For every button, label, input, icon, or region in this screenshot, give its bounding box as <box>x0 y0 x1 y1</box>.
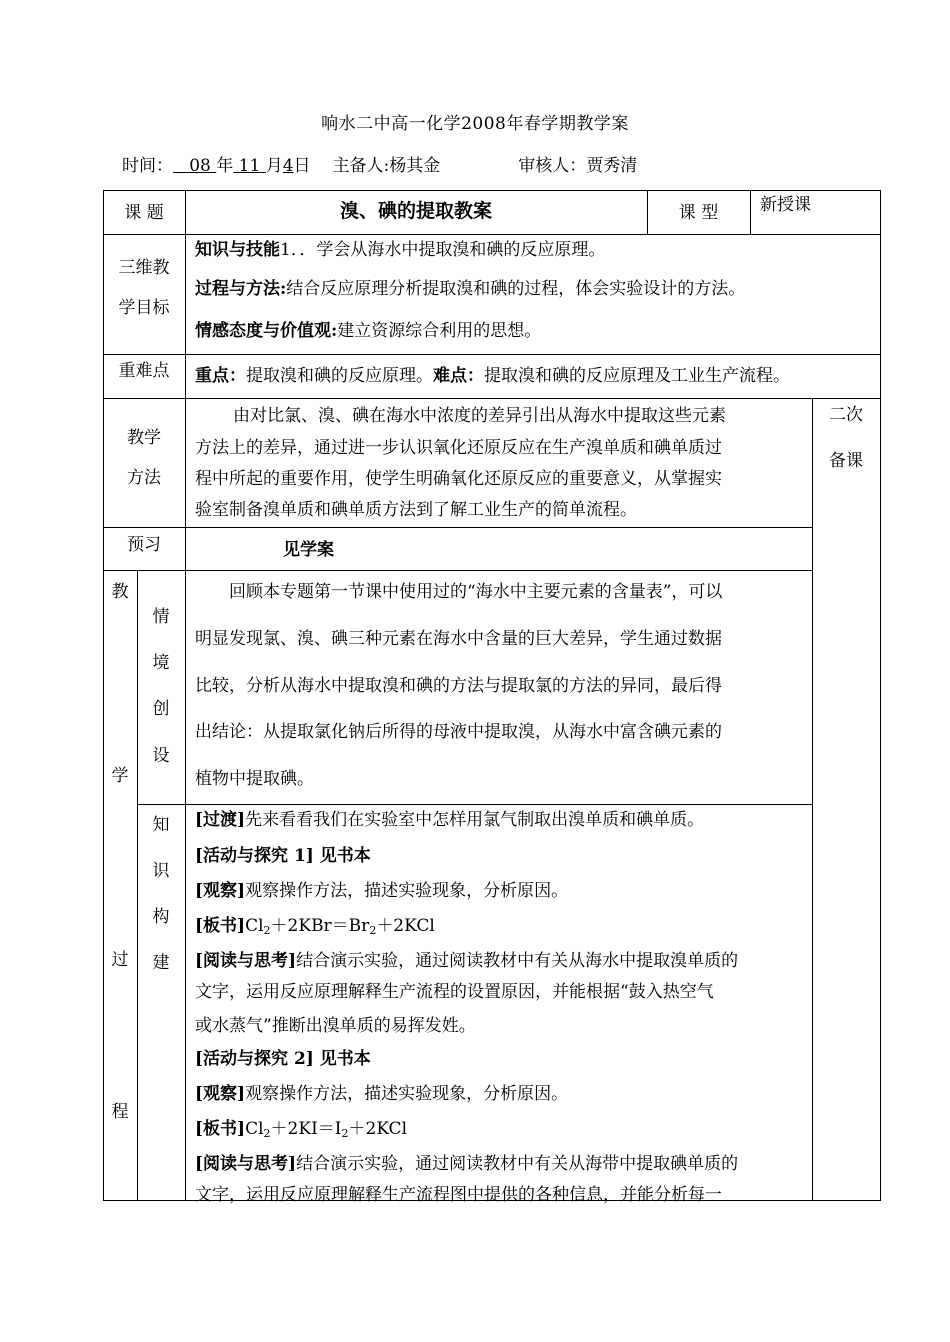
method-label-line1: 教学 <box>127 428 161 448</box>
method-line-1: 由对比氯、溴、碘在海水中浓度的差异引出从海水中提取这些元素 <box>233 406 726 426</box>
topic-value: 溴、碘的提取教案 <box>339 200 492 222</box>
reviewer-label: 审核人： <box>518 156 587 176</box>
process-label-char-3: 过 <box>111 950 129 970</box>
method-label-line2: 方法 <box>127 468 161 488</box>
preparer-name: 杨其金 <box>389 156 441 176</box>
method-line-3: 程中所起的重要作用，使学生明确氧化还原反应的重要意义，从掌握实 <box>195 469 722 489</box>
year-value: 08 <box>189 156 211 176</box>
goal-attitude: 情感态度与价值观:建立资源综合利用的思想。 <box>195 321 542 341</box>
scenario-line-3: 比较，分析从海水中提取溴和碘的方法与提取氯的方法的异同，最后得 <box>195 676 722 696</box>
knowledge-label-char-2: 识 <box>152 861 170 881</box>
knowledge-label-char-1: 知 <box>152 815 170 835</box>
read-think-1-line-3: 或水蒸气”推断出溴单质的易挥发姓。 <box>195 1016 476 1036</box>
activity-1: [活动与探究 1] 见书本 <box>195 846 371 866</box>
second-prep-line1: 二次 <box>829 405 863 425</box>
topic-label: 课 题 <box>124 203 164 223</box>
year-unit: 年 <box>216 156 234 176</box>
method-line-2: 方法上的差异，通过进一步认识氧化还原反应在生产溴单质和碘单质过 <box>195 438 722 458</box>
knowledge-label-char-4: 建 <box>152 953 170 973</box>
month-unit: 月 <box>265 156 283 176</box>
key-points: 重点：提取溴和碘的反应原理。难点：提取溴和碘的反应原理及工业生产流程。 <box>195 366 790 386</box>
method-line-4: 验室制备溴单质和碘单质方法到了解工业生产的简单流程。 <box>195 500 637 520</box>
preview-label: 预习 <box>127 535 161 555</box>
scenario-line-5: 植物中提取碘。 <box>195 769 314 789</box>
second-prep-line2: 备课 <box>829 451 863 471</box>
read-think-1-line-2: 文字，运用反应原理解释生产流程的设置原因，并能根据“鼓入热空气 <box>195 982 714 1002</box>
document-title: 响水二中高一化学2008年春学期教学案 <box>321 114 629 134</box>
goals-label-line2: 学目标 <box>118 298 170 318</box>
scenario-line-1: 回顾本专题第一节课中使用过的“海水中主要元素的含量表”，可以 <box>229 582 723 602</box>
type-label: 课 型 <box>678 203 719 223</box>
process-label-char-1: 教 <box>111 582 129 602</box>
read-think-2-line-2: 文字，运用反应原理解释生产流程图中提供的各种信息，并能分析每一 <box>195 1185 722 1205</box>
key-label: 重难点 <box>118 361 170 381</box>
goals-label-line1: 三维教 <box>118 258 170 278</box>
scenario-line-4: 出结论：从提取氯化钠后所得的母液中提取溴，从海水中富含碘元素的 <box>195 722 722 742</box>
equation-1: [板书]$Cl_2+2KBr=Br_2+2KCl$ <box>195 916 435 937</box>
reviewer-name: 贾秀清 <box>586 156 638 176</box>
day-value: 4 <box>282 156 294 176</box>
equation-2: [板书]$Cl_2+2KI=I_2+2KCl$ <box>195 1119 408 1140</box>
observe-line-1: [观察]观察操作方法，描述实验现象，分析原因。 <box>195 881 569 901</box>
day-unit: 日 <box>293 156 311 176</box>
read-think-1-line-1: [阅读与思考]结合演示实验，通过阅读教材中有关从海水中提取溴单质的 <box>195 951 739 971</box>
month-value: 11 <box>238 156 261 176</box>
scenario-label-char-1: 情 <box>152 607 170 627</box>
meta-line <box>122 151 637 176</box>
activity-2: [活动与探究 2] 见书本 <box>195 1049 371 1069</box>
process-label-char-2: 学 <box>111 766 129 786</box>
goal-process: 过程与方法:结合反应原理分析提取溴和碘的过程，体会实验设计的方法。 <box>195 279 746 299</box>
preview-value: 见学案 <box>283 540 334 560</box>
preparer-label: 主备人: <box>332 156 390 176</box>
scenario-label-char-2: 境 <box>152 653 170 673</box>
observe-line-2: [观察]观察操作方法，描述实验现象，分析原因。 <box>195 1084 569 1104</box>
scenario-label-char-3: 创 <box>152 699 170 719</box>
process-label-char-4: 程 <box>111 1102 129 1122</box>
type-value: 新授课 <box>760 195 811 215</box>
goal-knowledge: 知识与技能1．．学会从海水中提取溴和碘的反应原理。 <box>195 240 606 260</box>
transition-line: [过渡]先来看看我们在实验室中怎样用氯气制取出溴单质和碘单质。 <box>195 810 705 830</box>
scenario-line-2: 明显发现氯、溴、碘三种元素在海水中含量的巨大差异，学生通过数据 <box>195 629 722 649</box>
time-label: 时间： <box>122 156 173 176</box>
read-think-2-line-1: [阅读与思考]结合演示实验，通过阅读教材中有关从海带中提取碘单质的 <box>195 1154 739 1174</box>
scenario-label-char-4: 设 <box>152 746 170 766</box>
knowledge-label-char-3: 构 <box>152 907 170 927</box>
